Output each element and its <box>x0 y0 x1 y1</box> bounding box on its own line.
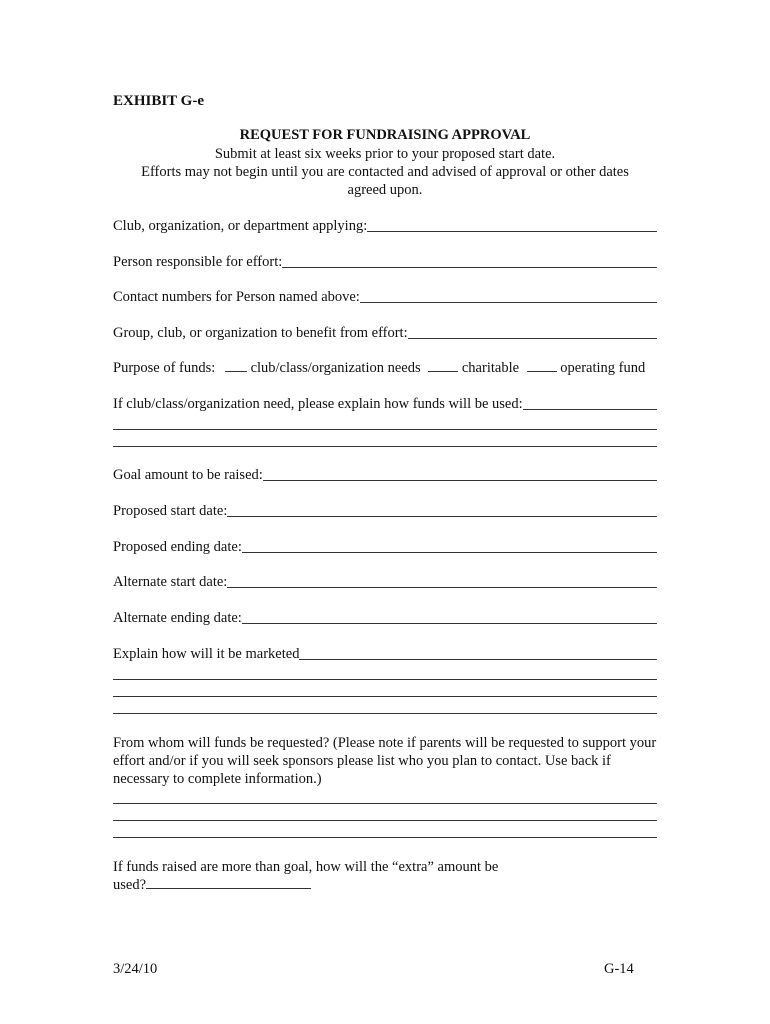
club-label: Club, organization, or department applying: <box>113 218 368 234</box>
marketed-label: Explain how will it be marketed <box>113 646 300 662</box>
purpose-checkbox-3[interactable] <box>527 359 557 372</box>
benefit-field <box>113 324 657 342</box>
explain-funds-line-3[interactable] <box>113 446 657 447</box>
form-title: REQUEST FOR FUNDRAISING APPROVAL <box>239 127 531 143</box>
club-input-line[interactable] <box>367 217 657 232</box>
person-label: Person responsible for effort: <box>113 254 283 270</box>
marketed-input-line[interactable] <box>299 645 657 660</box>
purpose-option-2: charitable <box>461 360 520 376</box>
explain-funds-label: If club/class/organization need, please explain how funds will be used: <box>113 396 523 412</box>
proposed-start-input-line[interactable] <box>227 502 657 517</box>
footer-date: 3/24/10 <box>113 961 158 977</box>
purpose-option-3: operating fund <box>560 360 646 376</box>
instructions-line-3: agreed upon. <box>347 182 423 198</box>
marketed-field <box>113 645 657 663</box>
contact-label: Contact numbers for Person named above: <box>113 289 360 305</box>
exhibit-label: EXHIBIT G-e <box>113 93 204 109</box>
explain-funds-input-line[interactable] <box>523 395 657 410</box>
explain-funds-line-2[interactable] <box>113 429 657 430</box>
marketed-line-4[interactable] <box>113 713 657 714</box>
alternate-end-input-line[interactable] <box>242 609 657 624</box>
proposed-end-field <box>113 538 657 556</box>
extra-question-line-2 <box>113 876 311 894</box>
extra-question-label: used? <box>113 877 147 893</box>
from-whom-line-1[interactable] <box>113 803 657 804</box>
contact-field <box>113 288 657 306</box>
benefit-label: Group, club, or organization to benefit from effort: <box>113 325 408 341</box>
alternate-start-field <box>113 573 657 591</box>
contact-input-line[interactable] <box>360 288 657 303</box>
instructions-line-1: Submit at least six weeks prior to your proposed start date. <box>214 146 556 162</box>
goal-field <box>113 466 657 484</box>
goal-label: Goal amount to be raised: <box>113 467 263 483</box>
purpose-label: Purpose of funds: <box>113 360 216 376</box>
instructions-line-2: Efforts may not begin until you are contacted and advised of approval or other dates <box>141 164 629 180</box>
from-whom-line-2[interactable] <box>113 820 657 821</box>
purpose-field <box>113 359 657 377</box>
purpose-option-1: club/class/organization needs <box>250 360 421 376</box>
proposed-end-label: Proposed ending date: <box>113 539 242 555</box>
proposed-start-label: Proposed start date: <box>113 503 228 519</box>
goal-input-line[interactable] <box>263 466 657 481</box>
alternate-end-label: Alternate ending date: <box>113 610 242 626</box>
person-field <box>113 253 657 271</box>
proposed-end-input-line[interactable] <box>242 538 657 553</box>
marketed-line-2[interactable] <box>113 679 657 680</box>
alternate-start-label: Alternate start date: <box>113 574 228 590</box>
from-whom-question: From whom will funds be requested? (Please note if parents will be requested to support your effort and/or if you will seek sponsors please list who you plan to contact. Use back if necessary to complete information.) <box>113 735 657 787</box>
alternate-end-field <box>113 609 657 627</box>
proposed-start-field <box>113 502 657 520</box>
marketed-line-3[interactable] <box>113 696 657 697</box>
extra-question-line-1: If funds raised are more than goal, how will the “extra” amount be <box>113 859 499 875</box>
extra-input-line[interactable] <box>146 876 311 889</box>
footer-page-number: G-14 <box>604 961 634 977</box>
from-whom-line-3[interactable] <box>113 837 657 838</box>
alternate-start-input-line[interactable] <box>227 573 657 588</box>
purpose-checkbox-2[interactable] <box>428 359 458 372</box>
club-field <box>113 217 657 235</box>
benefit-input-line[interactable] <box>408 324 657 339</box>
person-input-line[interactable] <box>282 253 657 268</box>
purpose-checkbox-1[interactable] <box>225 359 247 372</box>
explain-funds-field <box>113 395 657 413</box>
